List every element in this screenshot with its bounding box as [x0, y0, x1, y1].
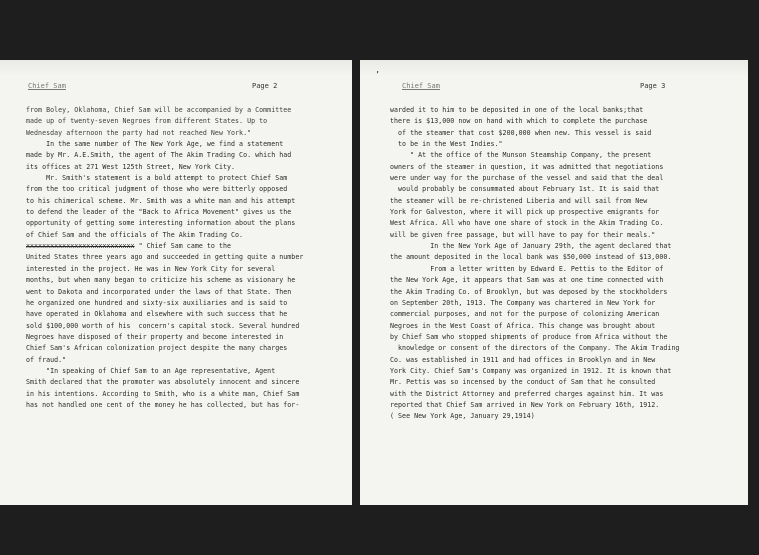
- page-shadow: [0, 60, 352, 76]
- text-line: of the steamer that cost $200,000 when new. This vessel is said: [390, 128, 652, 137]
- text-line: the Akim Trading Co. of Brooklyn, but was deposed by the stockholders: [390, 287, 668, 296]
- page-number: Page 2: [252, 82, 278, 90]
- text-line: xxxxxxxxxxxxxxxxxxxxxxxxxxx " Chief Sam came to the: [26, 242, 232, 251]
- text-line: United States three years ago and succeeded in getting quite a number: [26, 253, 304, 262]
- text-line: on September 20th, 1913. The Company was chartered in New York for: [390, 298, 656, 307]
- text-line: owners of the steamer in question, it was admitted that negotiations: [390, 162, 664, 171]
- text-line: Wednesday afternoon the party had not reached New York.": [26, 128, 252, 137]
- corner-mark: ’: [375, 70, 380, 79]
- text-line: opportunity of getting some interesting information about the plans: [26, 219, 296, 228]
- text-line: were under way for the purchase of the vessel and said that the deal: [390, 174, 664, 183]
- running-head: Chief Sam: [28, 82, 66, 90]
- text-line: "In speaking of Chief Sam to an Age representative, Agent: [26, 366, 276, 375]
- text-line: From a letter written by Edward E. Pettis to the Editor of: [390, 264, 664, 273]
- page-shadow: [360, 60, 748, 76]
- text-line: went to Dakota and incorporated under the laws of that State. Then: [26, 287, 292, 296]
- text-line: have operated in Oklahoma and elsewhere with such success that he: [26, 310, 288, 319]
- right-page: [360, 60, 748, 505]
- text-line: In the same number of The New York Age, we find a statement: [26, 140, 284, 149]
- text-line: from Boley, Oklahoma, Chief Sam will be accompanied by a Committee: [26, 106, 292, 114]
- text-line: the amount deposited in the local bank was $50,000 instead of $13,000.: [390, 253, 672, 262]
- text-line: York City. Chief Sam's Company was organized in 1912. It is known that: [390, 366, 672, 375]
- text-line: its offices at 271 West 125th Street, New York City.: [26, 162, 236, 171]
- text-line: interested in the project. He was in New York City for several: [26, 264, 276, 273]
- text-line: West Africa. All who have one share of stock in the Akim Trading Co.: [390, 219, 664, 228]
- text-line: has not handled one cent of the money he has collected, but has for-: [26, 400, 300, 409]
- text-line: In the New York Age of January 29th, the agent declared that: [390, 242, 672, 251]
- text-line: months, but when many began to criticize his scheme as visionary he: [26, 276, 296, 285]
- right-page-body: [390, 105, 740, 423]
- text-line: ( See New York Age, January 29,1914): [390, 412, 535, 421]
- text-line: Negroes have disposed of their property and become interested in: [26, 332, 284, 341]
- text-line: of fraud.": [26, 355, 67, 364]
- text-line: will be given free passage, but will have to pay for their meals.": [390, 230, 656, 239]
- text-line: would probably be consummated about February 1st. It is said that: [390, 185, 660, 194]
- text-line: " At the office of the Munson Steamship Company, the present: [390, 151, 652, 160]
- text-line: there is $13,000 now on hand with which to complete the purchase: [390, 117, 648, 126]
- text-line: Mr. Smith's statement is a bold attempt to protect Chief Sam: [26, 174, 288, 183]
- text-line: the New York Age, it appears that Sam was at one time connected with: [390, 276, 664, 285]
- text-line: with the District Attorney and preferred charges against him. It was: [390, 389, 664, 398]
- text-line: Negroes in the West Coast of Africa. This change was brought about: [390, 321, 656, 330]
- text-line: commercial purposes, and not for the purpose of colonizing American: [390, 310, 660, 319]
- text-line: from the too critical judgment of those who were bitterly opposed: [26, 185, 288, 194]
- text-line: Smith declared that the promoter was absolutely innocent and sincere: [26, 378, 300, 387]
- text-line: the steamer will be re-christened Liberia and will sail from New: [390, 196, 648, 205]
- text-line: to be in the West Indies.": [390, 140, 503, 149]
- text-line: of Chief Sam and the officials of The Akim Trading Co.: [26, 230, 244, 239]
- text-line: by Chief Sam who stopped shipments of produce from Africa without the: [390, 332, 668, 341]
- text-line: he organized one hundred and sixty-six auxiliaries and is said to: [26, 298, 288, 307]
- text-line: Co. was established in 1911 and had offices in Brooklyn and in New: [390, 355, 656, 364]
- text-line: in his intentions. According to Smith, who is a white man, Chief Sam: [26, 389, 300, 398]
- text-line: made by Mr. A.E.Smith, the agent of The Akim Trading Co. which had: [26, 151, 292, 160]
- text-line: knowledge or consent of the directors of the Company. The Akim Trading: [390, 344, 680, 353]
- text-line: sold $100,000 worth of his concern's capital stock. Several hundred: [26, 321, 300, 330]
- text-line: to his chimerical scheme. Mr. Smith was a white man and his attempt: [26, 196, 296, 205]
- text-line: Mr. Pettis was so incensed by the conduct of Sam that he consulted: [390, 378, 656, 387]
- text-line: to defend the leader of the "Back to Africa Movement" gives us the: [26, 208, 292, 217]
- text-line: warded it to him to be deposited in one of the local banks;that: [390, 106, 644, 114]
- text-line: York for Galveston, where it will pick up prospective emigrants for: [390, 208, 660, 217]
- page-number: Page 3: [640, 82, 666, 90]
- left-page-body: [26, 105, 344, 411]
- left-page: [0, 60, 352, 505]
- text-line: reported that Chief Sam arrived in New York on February 16th, 1912.: [390, 400, 660, 409]
- running-head: Chief Sam: [402, 82, 440, 90]
- text-line: Chief Sam's African colonization project despite the many charges: [26, 344, 288, 353]
- text-line: made up of twenty-seven Negroes from different States. Up to: [26, 117, 268, 126]
